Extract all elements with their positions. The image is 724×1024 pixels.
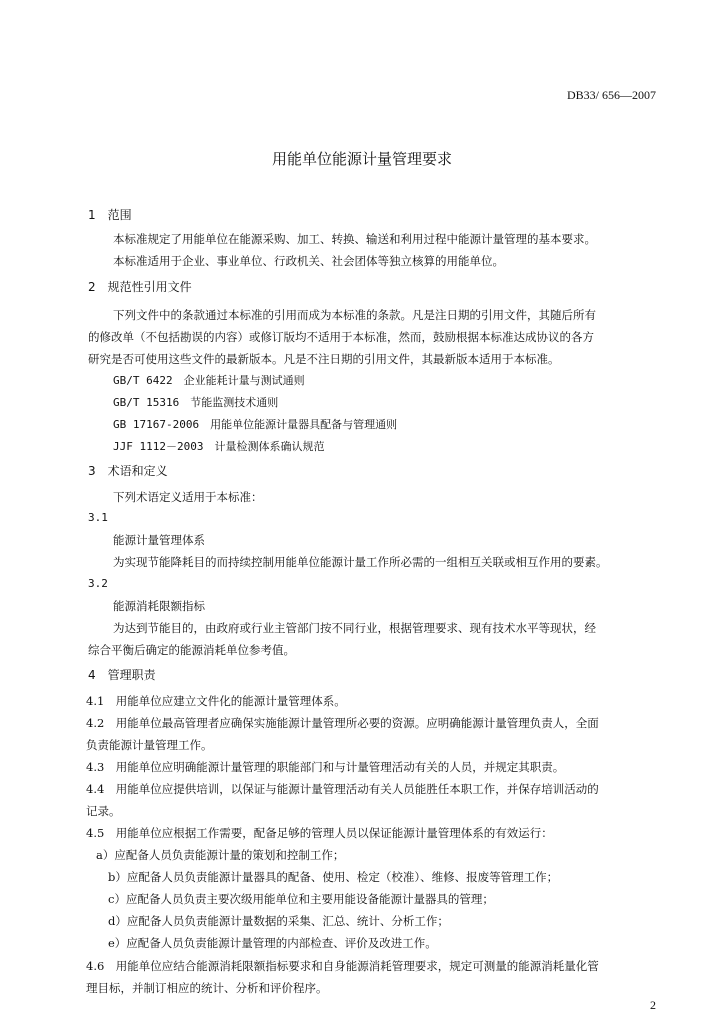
clause-4-3: 4.3 用能单位应明确能源计量管理的职能部门和与计量管理活动有关的人员，并规定其职责。 (86, 760, 565, 774)
section-2-paragraph-line-1: 下列文件中的条款通过本标准的引用而成为本标准的条款。凡是注日期的引用文件，其随后所有 (113, 308, 596, 322)
term-number: 3.1 (88, 511, 108, 524)
section-2-paragraph-line-3: 研究是否可使用这些文件的最新版本。凡是不注日期的引用文件，其最新版本适用于本标准。 (88, 352, 560, 366)
section-1-heading: 1 范围 (88, 208, 132, 222)
section-3-intro: 下列术语定义适用于本标准： (113, 490, 263, 504)
clause-4-6-line-2: 理目标，并制订相应的统计、分析和评价程序。 (86, 981, 328, 995)
clause-4-6-line-1: 4.6 用能单位应结合能源消耗限额指标要求和自身能源消耗管理要求，规定可测量的能源消耗量化管 (86, 959, 599, 973)
section-4-heading: 4 管理职责 (88, 668, 156, 682)
term-name: 能源消耗限额指标 (113, 599, 205, 613)
clause-4-2-line-1: 4.2 用能单位最高管理者应确保实施能源计量管理所必要的资源。应明确能源计量管理负责人，全面 (86, 716, 599, 730)
term-name: 能源计量管理体系 (113, 533, 205, 547)
section-2-heading: 2 规范性引用文件 (88, 280, 192, 294)
section-2-paragraph-line-2: 的修改单（不包括勘误的内容）或修订版均不适用于本标准，然而，鼓励根据本标准达成协议的各方 (88, 330, 594, 344)
term-definition: 为实现节能降耗目的而持续控制用能单位能源计量工作所必需的一组相互关联或相互作用的要素。 (113, 555, 608, 569)
clause-4-5-item-d: d）应配备人员负责能源计量数据的采集、汇总、统计、分析工作； (108, 914, 449, 928)
clause-4-5-item-a: a）应配备人员负责能源计量的策划和控制工作； (96, 848, 345, 862)
clause-4-4-line-2: 记录。 (86, 804, 121, 818)
section-3-heading: 3 术语和定义 (88, 464, 168, 478)
reference-item: GB/T 15316 节能监测技术通则 (113, 396, 279, 409)
term-definition-line-2: 综合平衡后确定的能源消耗单位参考值。 (88, 643, 295, 657)
reference-item: JJF 1112－2003 计量检测体系确认规范 (113, 440, 325, 453)
section-1-paragraph-1: 本标准规定了用能单位在能源采购、加工、转换、输送和利用过程中能源计量管理的基本要求。 (113, 232, 596, 246)
clause-4-4-line-1: 4.4 用能单位应提供培训，以保证与能源计量管理活动有关人员能胜任本职工作，并保存培训活动的 (86, 782, 599, 796)
page-number: 2 (650, 998, 656, 1012)
section-1-paragraph-2: 本标准适用于企业、事业单位、行政机关、社会团体等独立核算的用能单位。 (113, 254, 504, 268)
document-title: 用能单位能源计量管理要求 (271, 150, 452, 168)
clause-4-5-item-c: c）应配备人员负责主要次级用能单位和主要用能设备能源计量器具的管理； (108, 892, 494, 906)
clause-4-2-line-2: 负责能源计量管理工作。 (86, 738, 213, 752)
clause-4-1: 4.1 用能单位应建立文件化的能源计量管理体系。 (86, 694, 346, 708)
term-number: 3.2 (88, 577, 108, 590)
clause-4-5-item-e: e）应配备人员负责能源计量管理的内部检查、评价及改进工作。 (108, 936, 437, 950)
standard-number: DB33/ 656—2007 (566, 88, 656, 102)
reference-item: GB/T 6422 企业能耗计量与测试通则 (113, 374, 305, 387)
term-definition-line-1: 为达到节能目的，由政府或行业主管部门按不同行业，根据管理要求、现有技术水平等现状，经 (113, 621, 596, 635)
reference-item: GB 17167-2006 用能单位能源计量器具配备与管理通则 (113, 418, 398, 431)
clause-4-5-item-b: b）应配备人员负责能源计量器具的配备、使用、检定（校准）、维修、报废等管理工作； (108, 870, 559, 884)
clause-4-5: 4.5 用能单位应根据工作需要，配备足够的管理人员以保证能源计量管理体系的有效运行： (86, 826, 553, 840)
